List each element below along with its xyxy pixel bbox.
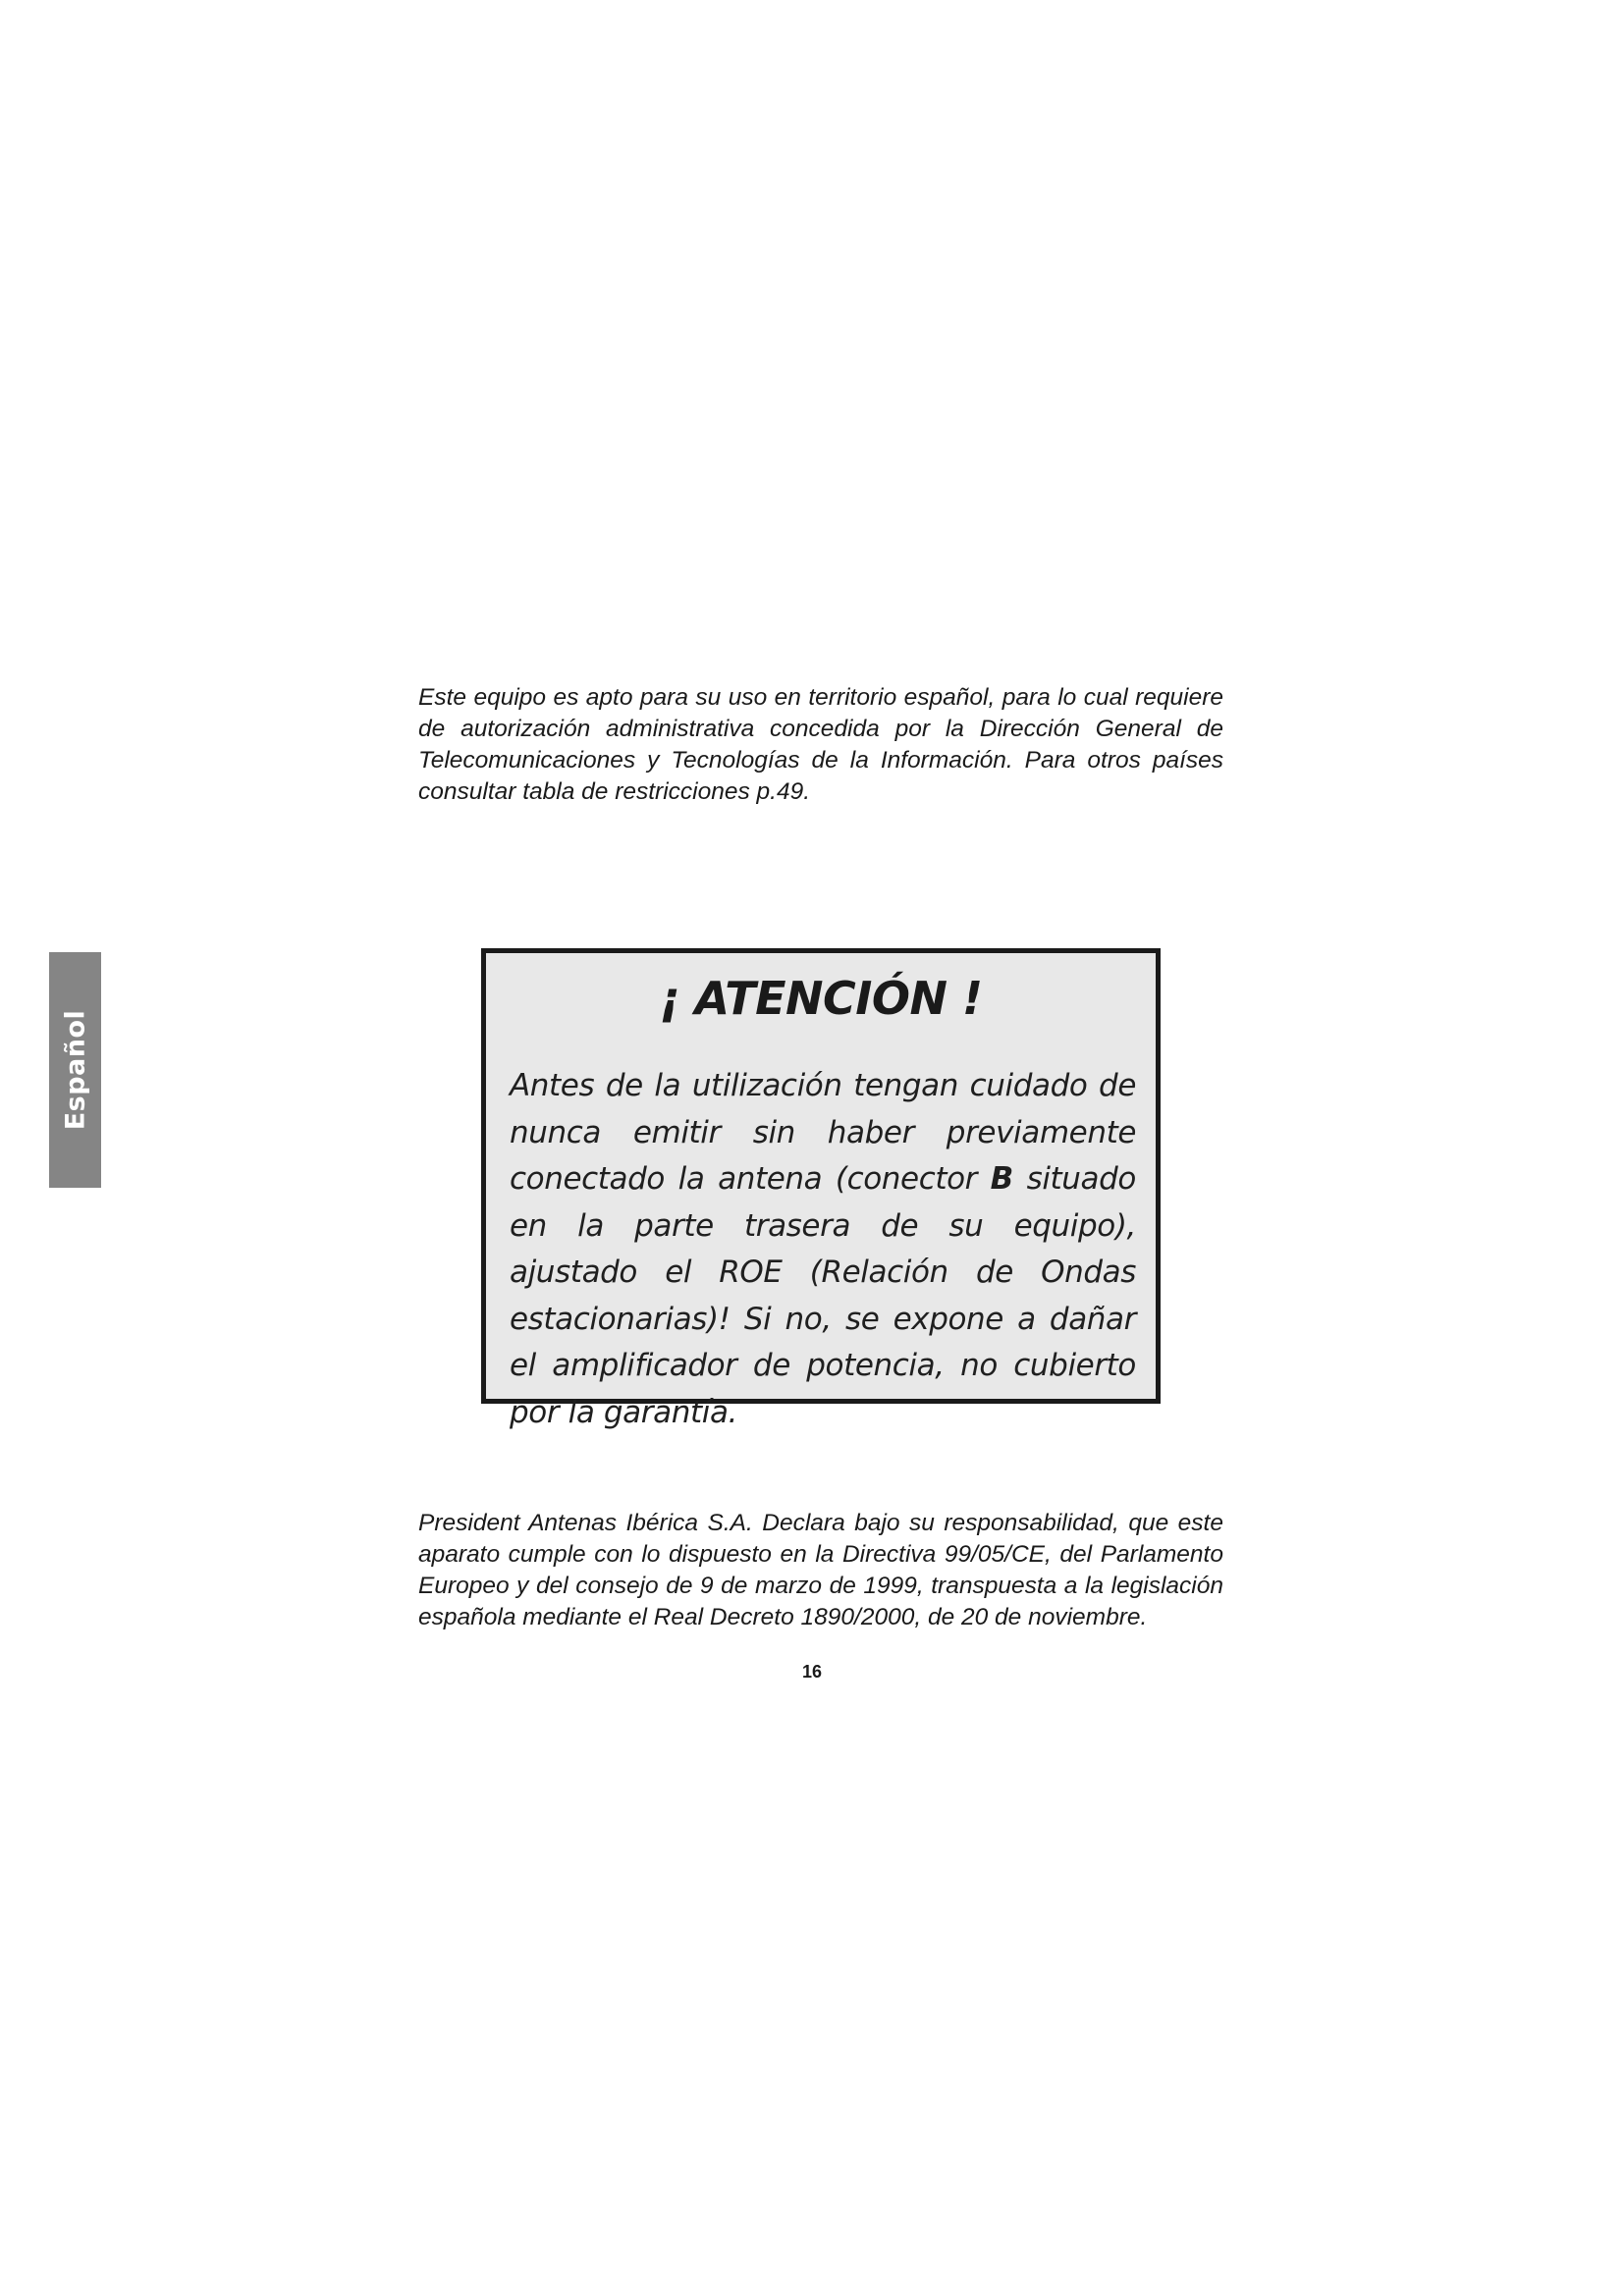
warning-box — [481, 948, 1161, 1430]
connector-letter: B — [990, 1161, 1013, 1197]
language-tab-label: Español — [60, 1009, 90, 1131]
declaration-paragraph: President Antenas Ibérica S.A. Declara bajo su responsabilidad, que este aparato cumple con lo dispuesto en la Directiva 99/05/CE, del Parlamento Europeo y del consejo de 9 de marzo de 1999, transpuesta a la legislación española mediante el Real Decreto 1890/2000, de 20 de noviembre. — [418, 1510, 1223, 1630]
language-side-tab — [49, 952, 101, 1188]
warning-body-part2: situado en la parte trasera de su equipo), ajustado el ROE (Relación de Ondas estacionarias)! Si no, se expone a dañar el amplificador de potencia, no cubierto por la garantía. — [510, 1161, 1136, 1430]
page-number: 16 — [801, 1662, 823, 1682]
warning-body-part1: Antes de la utilización tengan cuidado de nunca emitir sin haber previamente conectado la antena (conector — [510, 1068, 1136, 1197]
warning-body — [510, 1063, 1136, 1436]
warning-title: ¡ ATENCIÓN ! — [659, 972, 983, 1025]
intro-paragraph: Este equipo es apto para su uso en territorio español, para lo cual requiere de autorización administrativa concedida por la Dirección General de Telecomunicaciones y Tecnologías de la Información. Para otros países consultar tabla de restricciones p.49. — [418, 684, 1223, 805]
